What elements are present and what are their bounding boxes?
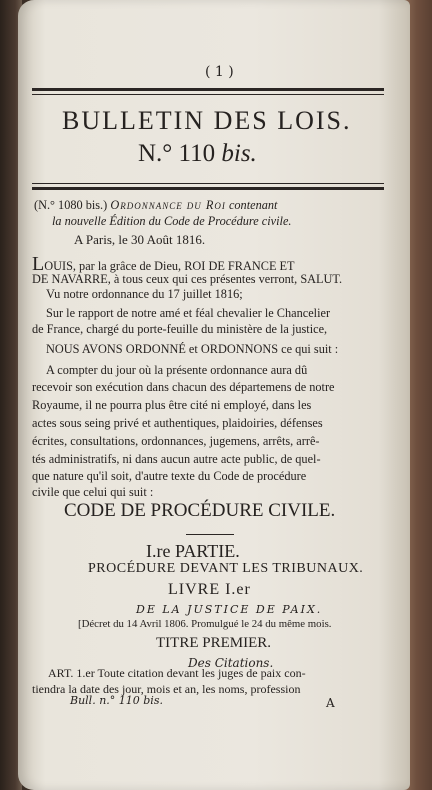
body-line-14: civile que celui qui suit :	[32, 485, 154, 499]
livre-heading: LIVRE I.er	[168, 581, 251, 598]
body-line-1-text: OUIS, par la grâce de Dieu,	[44, 259, 185, 273]
body-line-7: A compter du jour où la présente ordonnance aura dû	[46, 363, 308, 377]
bulletin-number-prefix: N.° 110	[138, 140, 216, 167]
book-page	[18, 0, 410, 790]
partie-heading: I.re PARTIE.	[146, 541, 240, 561]
section-rule	[186, 534, 234, 535]
ordonnance-heading-rest: contenant	[228, 198, 278, 212]
ordonnance-heading-line2: la nouvelle Édition du Code de Procédure civile.	[52, 214, 292, 228]
procedure-heading: PROCÉDURE DEVANT LES TRIBUNAUX.	[88, 561, 364, 576]
justice-heading: DE LA JUSTICE DE PAIX.	[136, 603, 323, 616]
decret-line: [Décret du 14 Avril 1806. Promulgué le 24 du même mois.	[78, 618, 332, 630]
body-line-3: Vu notre ordonnance du 17 juillet 1816;	[46, 287, 243, 301]
ordonnance-heading-sc: Ordonnance du Roi	[110, 198, 226, 212]
body-line-6: NOUS AVONS ORDONNÉ et ORDONNONS ce qui suit :	[46, 342, 339, 356]
top-double-rule	[32, 88, 384, 91]
body-line-8: recevoir son exécution dans chacun des départemens de notre	[32, 380, 335, 394]
article-line-1: ART. 1.er Toute citation devant les juges de paix con-	[48, 666, 306, 680]
body-line-2: DE NAVARRE, à tous ceux qui ces présentes verront, SALUT.	[32, 272, 343, 286]
citations-heading: Des Citations.	[188, 656, 274, 670]
ordonnance-heading	[34, 198, 277, 213]
signature-mark: A	[326, 696, 335, 710]
dropcap: L	[32, 253, 45, 275]
ordonnance-ref: (N.° 1080 bis.)	[34, 198, 108, 212]
body-line-4: Sur le rapport de notre amé et féal chevalier le Chancelier	[46, 306, 331, 320]
bulletin-number	[138, 140, 257, 168]
body-line-5: de France, chargé du porte-feuille du ministère de la justice,	[32, 322, 328, 336]
body-line-9: Royaume, il ne pourra plus être cité ni employé, dans les	[32, 398, 312, 412]
body-line-12: tés administratifs, ni dans aucun autre acte public, de quel-	[32, 452, 321, 466]
article-line-2: tiendra la date des jour, mois et an, les noms, profession	[32, 682, 301, 696]
ordonnance-date: A Paris, le 30 Août 1816.	[74, 232, 206, 247]
bulletin-number-suffix: bis.	[221, 140, 257, 167]
mid-double-rule	[32, 187, 384, 190]
body-line-11: écrites, consultations, ordonnances, jugemens, arrêts, arrê-	[32, 434, 320, 448]
page-number: ( 1 )	[205, 64, 234, 80]
mid-thin-rule	[32, 183, 384, 184]
bulletin-footer: Bull. n.° 110 bis.	[70, 694, 163, 707]
body-line-13: que nature qu'il soit, d'autre texte du Code de procédure	[32, 469, 307, 483]
top-thin-rule	[32, 94, 384, 95]
body-line-10: actes sous seing privé et authentiques, plaidoiries, défenses	[32, 416, 323, 430]
body-line-1-sc: ROI DE FRANCE ET	[184, 259, 295, 273]
code-title: CODE DE PROCÉDURE CIVILE.	[64, 500, 336, 521]
bulletin-title: BULLETIN DES LOIS.	[62, 106, 352, 135]
titre-heading: TITRE PREMIER.	[156, 635, 271, 651]
